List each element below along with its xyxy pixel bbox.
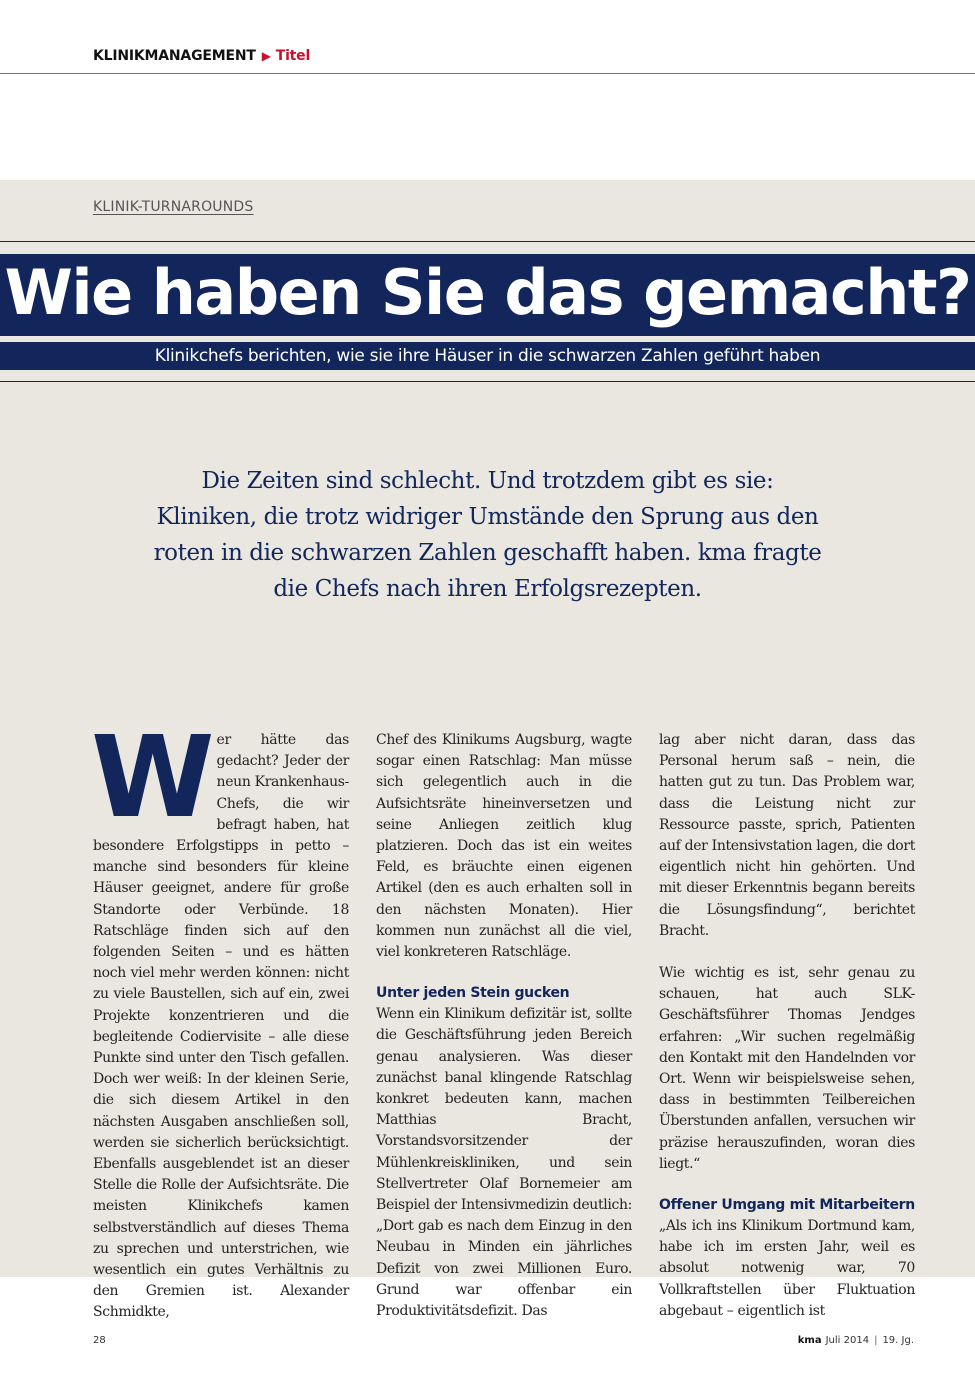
magazine-brand: kma [797, 1335, 822, 1346]
triangle-right-icon: ▶ [261, 49, 271, 63]
text-column-2 [376, 730, 632, 1320]
section-header [93, 48, 310, 64]
text-column-1 [91, 713, 349, 1321]
article-subtitle: Klinikchefs berichten, wie sie ihre Häuser in die schwarzen Zahlen geführt haben [154, 346, 821, 366]
subsection-label: Titel [275, 48, 311, 64]
paragraph: lag aber nicht daran, dass das Personal herum saß – nein, die hatten gut zu tun. Das Problem war, dass die Leistung nicht zur Ressource passte, sprich, Patienten auf der Intensivstation lagen, die dort eigentlich nicht hin gehörten. Und mit dieser Erkenntnis begann bereits die Lösungsfindung“, berichtet Bracht. [659, 732, 915, 939]
volume: 19. Jg. [882, 1335, 914, 1346]
page-number: 28 [93, 1335, 106, 1346]
article-kicker: KLINIK-TURNAROUNDS [93, 199, 254, 215]
section-heading: Offener Umgang mit Mitarbeitern [659, 1197, 915, 1214]
separator: | [874, 1335, 878, 1346]
header-divider [0, 73, 975, 74]
title-rule-top [0, 241, 975, 242]
footer-issue-info [798, 1335, 914, 1346]
drop-cap: W [91, 713, 209, 843]
section-heading: Unter jeden Stein gucken [376, 985, 570, 1002]
title-rule-bottom [0, 381, 975, 382]
paragraph: „Als ich ins Klinikum Dortmund kam, habe ich im ersten Jahr, weil es absolut notwenig war, 70 Vollkraftstellen über Fluktuation abgebaut – eigentlich ist [659, 1218, 915, 1319]
paragraph-text: er hätte das gedacht? Jeder der neun Krankenhaus-Chefs, die wir befragt haben, hat besondere Erfolgstipps in petto – manche sind besonders für kleine Häuser geeignet, andere für große Standorte oder Verbünde. 18 Ratschläge finden sich auf den folgenden Seiten – und es hätten noch viel mehr werden können: nicht zu viele Baustellen, sich auf ein, zwei Projekte konzentrieren und die begleitende Codiervisite – alle diese Punkte sind unter den Tisch gefallen. Doch wer weiß: In der kleinen Serie, die sich diesem Artikel in den nächsten Ausgaben anschließen soll, werden sie sicherlich berücksichtigt. Ebenfalls ausgeblendet ist an dieser Stelle die Rolle der Aufsichtsräte. Die meisten Klinikchefs kamen selbstverständlich auf dieses Thema zu sprechen und unterstrichen, wie wesentlich ein gutes Verhältnis zu den Gremien ist. Alexander Schmidkte, [93, 732, 349, 1321]
article-title: Wie haben Sie das gemacht? [4, 256, 971, 329]
article-intro: Die Zeiten sind schlecht. Und trotzdem gibt es sie: Kliniken, die trotz widriger Umstände den Sprung aus den roten in die schwarzen Zahlen geschafft haben. kma fragte die Chefs nach ihren Erfolgsrezepten. [153, 468, 822, 602]
section-label: KLINIKMANAGEMENT [93, 48, 256, 64]
text-column-3 [659, 730, 915, 1319]
paragraph: Wie wichtig es ist, sehr genau zu schauen, hat auch SLK-Geschäftsführer Thomas Jendges erfahren: „Wir suchen regelmäßig den Kontakt mit den Handelnden vor Ort. Wenn wir beispielsweise sehen, dass in bestimmten Teilbereichen Überstunden anfallen, versuchen wir präzise herauszufinden, woran dies liegt.“ [659, 965, 915, 1172]
paragraph [91, 713, 349, 1324]
paragraph: Wenn ein Klinikum defizitär ist, sollte die Geschäftsführung jeden Bereich genau analysieren. Was dieser zunächst banal klingende Ratschlag konkret bedeuten kann, machen Matthias Bracht, Vorstandsvorsitzender der Mühlenkreiskliniken, und sein Stellvertreter Olaf Bornemeier am Beispiel der Intensivmedizin deutlich: „Dort gab es nach dem Einzug in den Neubau in Minden ein jährliches Defizit von zwei Millionen Euro. Grund war offenbar ein Produktivitätsdefizit. Das [376, 1006, 632, 1320]
paragraph: Chef des Klinikums Augsburg, wagte sogar einen Ratschlag: Man müsse sich gelegentlich auch in die Aufsichtsräte hineinversetzen und seine Anliegen zeitlich klug platzieren. Doch das ist ein weites Feld, es bräuchte einen eigenen Artikel (den es auch erhalten soll in den nächsten Monaten). Hier kommen nun zunächst all die viel, viel konkreteren Ratschläge. [376, 732, 632, 961]
issue-date: Juli 2014 [825, 1335, 870, 1346]
